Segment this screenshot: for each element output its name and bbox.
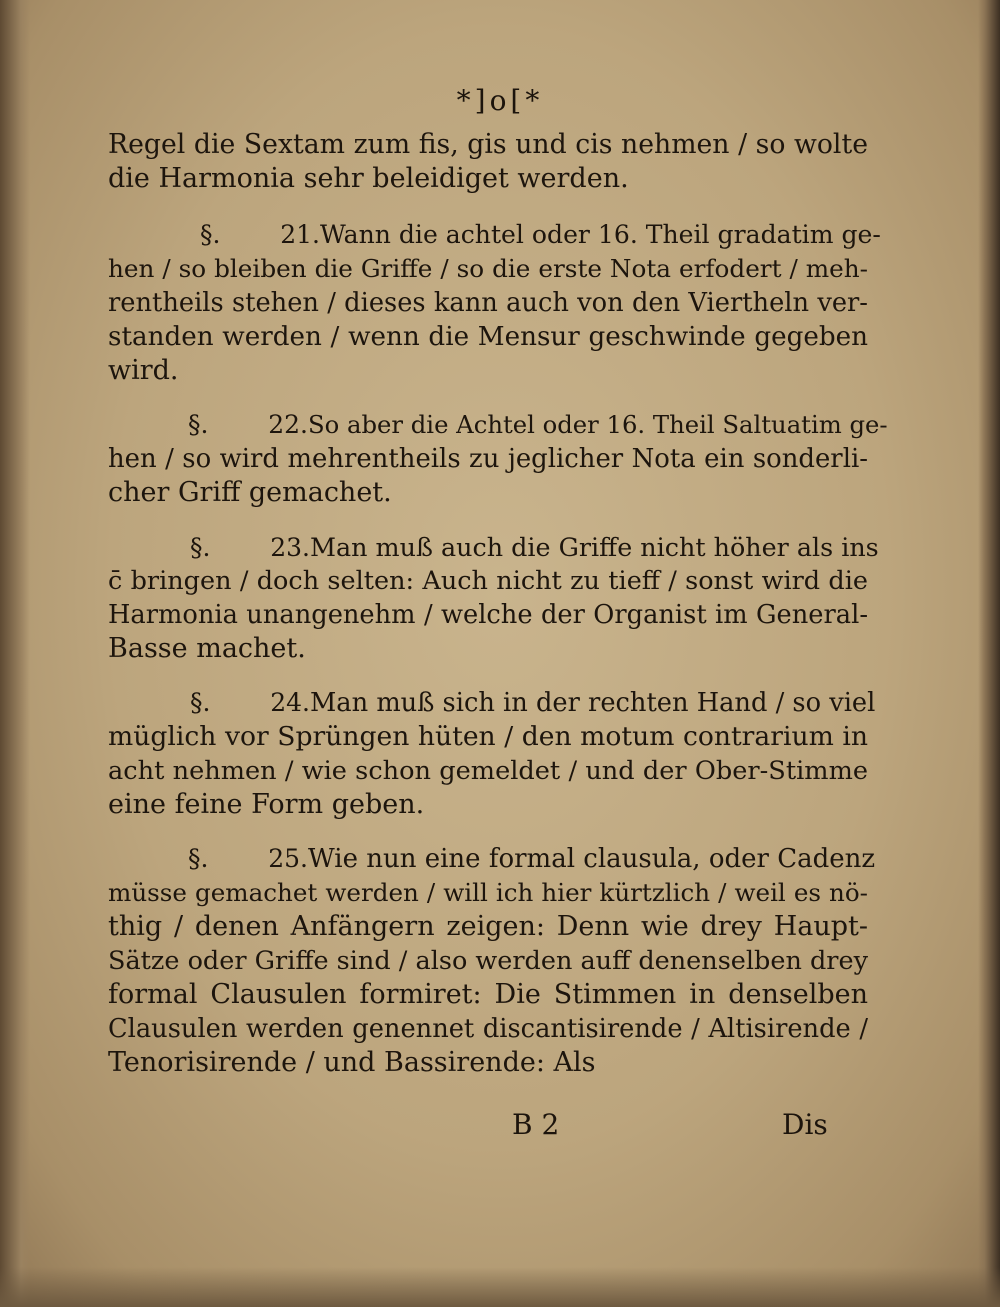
text-line: acht nehmen / wie schon gemeldet / und der Ober-Stimme bbox=[108, 756, 868, 786]
text-line bbox=[108, 842, 876, 876]
page-bottom-shadow bbox=[0, 1267, 1000, 1307]
text-line: wird. bbox=[108, 355, 179, 386]
paragraph-24 bbox=[108, 686, 876, 822]
text-line: hen / so wird mehrentheils zu jeglicher Nota ein sonderli- bbox=[108, 444, 868, 474]
text-line: formal Clausulen formiret: Die Stimmen in denselben bbox=[108, 979, 868, 1010]
text-line: cher Griff gemachet. bbox=[108, 477, 392, 508]
paragraph-continuation bbox=[108, 128, 868, 196]
text-line bbox=[108, 408, 888, 442]
text-line: Clausulen werden genennet discantisirende / Altisirende / bbox=[108, 1014, 868, 1044]
paragraph-23 bbox=[108, 530, 879, 666]
paragraph-25 bbox=[108, 842, 876, 1080]
page-edge-shadow bbox=[978, 0, 1000, 1307]
text-line: Basse machet. bbox=[108, 633, 306, 664]
paragraph-22 bbox=[108, 408, 888, 510]
text-line: c̄ bringen / doch selten: Auch nicht zu tieff / sonst wird die bbox=[108, 566, 868, 596]
text-line bbox=[108, 218, 881, 252]
text-line: müglich vor Sprüngen hüten / den motum contrarium in bbox=[108, 721, 868, 752]
page-gutter-shadow bbox=[0, 0, 30, 1307]
text-line: müsse gemachet werden / will ich hier kürtzlich / weil es nö- bbox=[108, 878, 868, 907]
text-line-body: Man muß auch die Griffe nicht höher als ins bbox=[310, 532, 879, 562]
text-line: eine feine Form geben. bbox=[108, 789, 425, 820]
section-number: §. 25. bbox=[188, 844, 308, 873]
text-line-body: So aber die Achtel oder 16. Theil Saltuatim ge- bbox=[308, 410, 888, 439]
section-number: §. 23. bbox=[190, 533, 310, 562]
text-line: Harmonia unangenehm / welche der Organist im General- bbox=[108, 600, 868, 630]
signature-mark: B 2 bbox=[512, 1108, 560, 1141]
text-line-body: Wann die achtel oder 16. Theil gradatim ge- bbox=[320, 220, 881, 249]
page-header: *]o[* bbox=[456, 84, 544, 117]
section-number: §. 22. bbox=[188, 410, 308, 439]
section-number: §. 21. bbox=[200, 220, 320, 249]
text-line: standen werden / wenn die Mensur geschwinde gegeben bbox=[108, 322, 868, 352]
text-line: thig / denen Anfängern zeigen: Denn wie drey Haupt- bbox=[108, 911, 868, 942]
text-line-body: Wie nun eine formal clausula, oder Cadenz bbox=[308, 844, 876, 874]
text-line bbox=[108, 686, 876, 720]
text-line: hen / so bleiben die Griffe / so die erste Nota erfodert / meh- bbox=[108, 254, 868, 283]
paragraph-21 bbox=[108, 218, 881, 388]
section-number: §. 24. bbox=[190, 688, 310, 717]
text-line: rentheils stehen / dieses kann auch von den Viertheln ver- bbox=[108, 288, 868, 318]
catchword: Dis bbox=[782, 1108, 828, 1141]
text-line: Sätze oder Griffe sind / also werden auff denenselben drey bbox=[108, 946, 868, 976]
text-line: Regel die Sextam zum fis, gis und cis nehmen / so wolte bbox=[108, 129, 868, 160]
text-line: Tenorisirende / und Bassirende: Als bbox=[108, 1047, 596, 1078]
text-line: die Harmonia sehr beleidiget werden. bbox=[108, 163, 629, 194]
text-line bbox=[108, 530, 879, 564]
text-line-body: Man muß sich in der rechten Hand / so viel bbox=[310, 688, 876, 718]
